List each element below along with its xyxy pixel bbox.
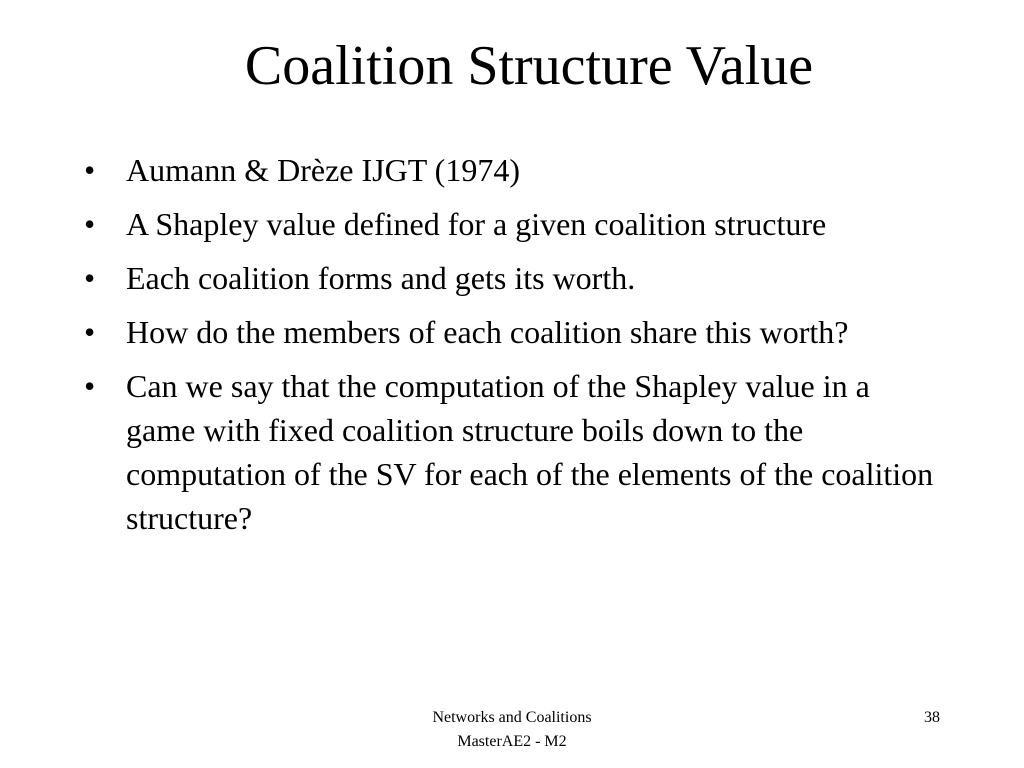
- bullet-symbol: •: [84, 368, 96, 404]
- bullet-text: Each coalition forms and gets its worth.: [126, 260, 636, 296]
- page-number: 38: [924, 709, 940, 726]
- bullet-list: [84, 148, 944, 550]
- bullet-item: [84, 148, 944, 192]
- footer: [362, 706, 662, 754]
- bullet-text: Aumann & Drèze IJGT (1974): [126, 152, 520, 188]
- bullet-item: [84, 310, 944, 354]
- footer-program-name: MasterAE2 - M2: [457, 733, 567, 750]
- bullet-symbol: •: [84, 314, 96, 350]
- footer-course-name: Networks and Coalitions: [432, 709, 592, 726]
- bullet-symbol: •: [84, 260, 96, 296]
- bullet-text: How do the members of each coalition share this worth?: [126, 314, 849, 350]
- bullet-item: [84, 364, 944, 540]
- bullet-symbol: •: [84, 152, 96, 188]
- bullet-item: [84, 202, 944, 246]
- bullet-symbol: •: [84, 206, 96, 242]
- bullet-text: A Shapley value defined for a given coalition structure: [126, 206, 827, 242]
- bullet-text: Can we say that the computation of the Shapley value in a game with fixed coalition structure boils down to the computation of the SV for each of the elements of the coalition structure?: [126, 368, 934, 536]
- bullet-item: [84, 256, 944, 300]
- slide-title: Coalition Structure Value: [244, 35, 814, 97]
